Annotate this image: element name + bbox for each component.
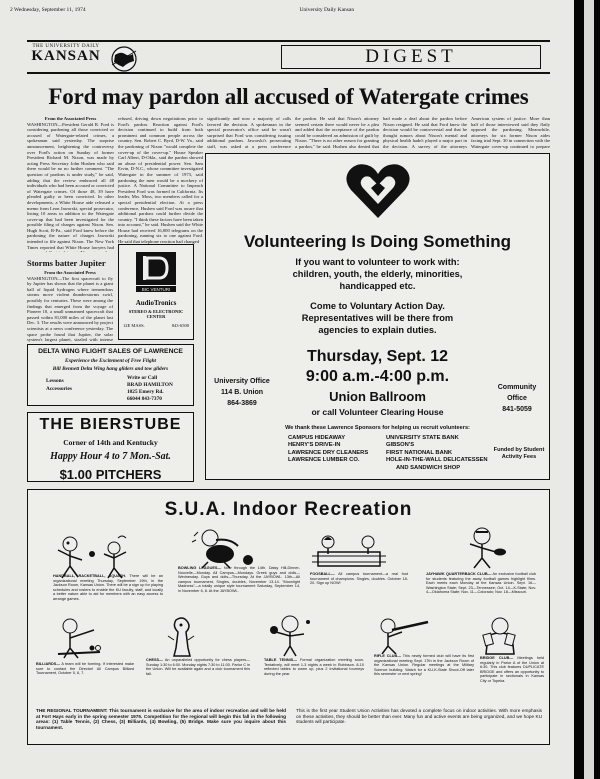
sua-intro-note: This is the first year Student Union Activities has devoted a complete focus on indoor activities. With more emphasis on these activities, they should be better than ever. Many fun and active events are being organized, and we hope KU students will participate.	[296, 708, 542, 725]
article-column-5	[383, 116, 467, 150]
volunteer-body-1: If you want to volunteer to work with:	[295, 257, 460, 267]
activity-text: This newly formed club will have its first organizational meeting Sept. 17th in the Jackson Room of the Kansas Union. Regular meetings at the Military Science building. Watch for a KU-K-State Shoot-Off later this semester or next spring!	[374, 654, 474, 677]
funded-by	[493, 447, 545, 461]
activity-text: Meetings held regularly in Parlor A of the Union at 6:30. This club features DUPLICATE BRIDGE and offers an opportunity to participate in sectionals in Kansas City or Topeka.	[480, 656, 544, 683]
activity-name: BRIDGE CLUB—	[480, 656, 514, 660]
funded-line-1: Funded by Student	[493, 447, 545, 453]
bierstube-price: $1.00 PITCHERS	[59, 467, 162, 482]
activity-bowling	[178, 566, 300, 612]
audiotronics-phone: 843-6500	[171, 323, 189, 328]
article-text-4: the pardon. He said that Nixon's attorney seemed certain there would never be a plea and added that the acceptance of the pardon could be considered an admission of guilt by Nixon. "There is no other reason for granting a pardon," he said. Hushen also denied that	[295, 116, 379, 149]
section-title: DIGEST	[281, 45, 541, 69]
sponsor-item: HOLE-IN-THE-WALL DELICATESSEN	[386, 457, 488, 464]
sponsor-item: CAMPUS HIDEAWAY	[288, 435, 346, 441]
community-office	[487, 382, 547, 415]
audiotronics-address: 12E MASS.	[123, 323, 145, 328]
activity-name: TABLE TENNIS—	[264, 658, 298, 662]
article-column-4	[295, 116, 379, 150]
audiotronics-subtitle	[119, 309, 193, 319]
volunteer-body-6: agencies to explain duties.	[318, 325, 437, 335]
storm-text: WASHINGTON—The first spacecraft to fly by Jupiter has shown that the planet is a giant ball of liquid hydrogen where tremendous storms move violent thunderstorms swirl, possibly for centuries. These were among the findings that emerged from the voyage of Pioneer 10, a small unmanned spacecraft that passed within 81,000 miles of the planet last Dec. 3. The results were announced by project scientists at a news conference yesterday. The space probe found that Jupiter, the solar system's largest planet, sizzled with intense	[27, 275, 113, 342]
sponsor-item: AND SANDWICH SHOP	[396, 464, 461, 471]
volunteer-place: Union Ballroom	[329, 389, 426, 404]
activity-text: Formal organization meeting soon. Tentatively, will meet 1-3 nights a week in Robinson. 8-10 reflected tables to warm up, plus 2 invitational tourneys during the year.	[264, 658, 364, 676]
activity-name: JAYHAWK QUARTERBACK CLUB—	[426, 572, 492, 576]
globe-icon	[109, 45, 139, 73]
handball-cartoon-icon	[48, 530, 133, 580]
audiotronics-sub1: STEREO & ELECTRONIC	[128, 309, 184, 314]
audiotronics-sub2: CENTER	[146, 314, 166, 319]
bierstube-ad	[27, 412, 194, 482]
sponsor-item: GIBSON'S	[386, 442, 415, 449]
activity-quarterback-club	[426, 572, 536, 614]
university-office-phone: 864-3869	[227, 400, 257, 407]
article-column-1	[27, 116, 114, 252]
sua-indoor-recreation-ad	[27, 489, 550, 745]
article-byline: From the Associated Press	[44, 116, 97, 121]
sponsor-item: UNIVERSITY STATE BANK	[386, 435, 459, 441]
article-column-2	[118, 116, 203, 252]
kansan-logo	[31, 44, 101, 72]
activity-name: RIFLE CLUB—	[374, 654, 402, 658]
article-text-2: refused, driving down negotiations prior to Ford's pardon. Reaction against Ford's decision continued to build from both prominent and common people across the country. Sen. Robert C. Byrd, D-W. Va., said the pardoning of Nixon "would complete the cover-up of the cover-up." House Speaker Carl Albert, D-Okla., said the pardon showed an abuse of presidential power. Sen. Sam Ervin, D-N.C., whose committee investigated Watergate in the summer of 1973, said pardoning the men would be a mockery of justice. A National Committee to Impeach President Ford was formed in California. Its leader, Mrs. Moss, two members called for a special presidential election. At a press conference, Hushen said Ford was aware that additional pardons could further divide the country. "I think these factors have been taken into account," he said. Hushen said the White House had received 16,000 telegrams on the pardoning, running six to one against Ford. He said that telephone reaction had changed	[118, 116, 203, 245]
bierstube-location: Corner of 14th and Kentucky	[63, 438, 158, 447]
volunteer-or-call: or call Volunteer Clearing House	[311, 407, 444, 417]
activity-name: CHESS—	[146, 658, 163, 662]
activity-billiards	[36, 662, 134, 684]
volunteer-time: 9:00 a.m.-4:00 p.m.	[305, 368, 450, 385]
heart-logo-icon	[343, 160, 413, 222]
sponsors-left	[288, 435, 368, 465]
article-text-3: significantly and now a majority of calls favored the decision. A spokesman in the special prosecutor's office said he wasn't surprised that Ford was considering issuing additional pardons. Jaworski's prosecuting staff, was asked at a press conference	[207, 116, 291, 149]
activity-table-tennis	[264, 658, 364, 690]
football-cartoon-icon	[458, 526, 508, 570]
chess-cartoon-icon	[160, 612, 204, 660]
next-page-edge	[584, 0, 594, 779]
volunteer-ad	[205, 153, 550, 480]
delta-lessons: Lessons	[46, 378, 64, 384]
delta-wing-ad	[27, 344, 194, 406]
article-column-6	[471, 116, 550, 150]
university-office-room: 114 B. Union	[220, 389, 263, 396]
activity-name: FOOSBALL—	[310, 572, 335, 576]
university-office	[212, 376, 272, 409]
storm-byline: From the Associated Press	[44, 270, 96, 275]
bierstube-title: THE BIERSTUBE	[39, 416, 182, 433]
table-tennis-cartoon-icon	[268, 614, 314, 658]
delta-write: Write or Call	[127, 375, 158, 381]
activity-text: An exclusive football club for students featuring the away football games highlight films. Each meets each Monday at the Kansas Union. Sept. 16—Washington State; Sept. 23—Tennessee; Oct. 14—K-State; Nov. 4—Oklahoma State; Nov. 11—Colorado; Nov. 18—Missouri.	[426, 572, 536, 595]
sponsor-item: LAWRENCE LUMBER CO.	[288, 457, 360, 464]
volunteer-body-3: handicapped etc.	[339, 281, 416, 291]
storm-article	[27, 270, 113, 342]
delta-line-2: Bill Bennett Delta Wing hang gliders and tow gliders	[52, 366, 169, 372]
audiotronics-name: AudioTronics	[135, 299, 177, 307]
masthead	[27, 40, 550, 74]
sponsor-item: HENRY'S DRIVE-IN	[288, 442, 341, 449]
bierstube-happy-hour: Happy Hour 4 to 7 Mon.-Sat.	[50, 451, 171, 462]
volunteer-date: Thursday, Sept. 12	[306, 348, 449, 365]
activity-name: BILLIARDS—	[36, 662, 61, 666]
volunteer-body-2: children, youth, the elderly, minorities,	[292, 269, 463, 279]
storm-headline: Storms batter Jupiter	[27, 258, 106, 268]
article-text-1: WASHINGTON—President Gerald R. Ford is considering pardoning all those convicted or accused of Watergate-related crimes, a spokesman said yesterday. The surprise announcement, heightening the controversy over Ford's action on Sunday of former President Richard M. Nixon, was made by acting Press Secretary John Hushen who said there would be no no further comment. "The question of pardons is under study," he said, adding that the review embraced all 48 individuals who had been accused or convicted of Watergate crimes. Of those 48, 39 have pleaded guilty or been convicted. In other developments, a White House aide released a memo from Leon Jaworski, special prosecutor, listing 10 areas in addition to the Watergate cover-up that had been investigated for the possible filing of charges against Nixon. Sen. Hugh Scott, R-Pa., said Ford knew before the pardoning the nature of charges Jaworski intended to file against Nixon. The New York Times reported that White House lawyers had	[27, 121, 114, 250]
activity-text: A team will be forming. If interested make sure to contact the Director! All Campus Billiard Tournament, October 5, 6, 7.	[36, 662, 134, 676]
activity-foosball	[310, 572, 408, 594]
billiards-cartoon-icon	[54, 616, 102, 660]
sponsors-right	[386, 435, 488, 472]
running-head-date: 2 Wednesday, September 11, 1974	[10, 7, 86, 13]
foosball-cartoon-icon	[310, 530, 388, 572]
university-office-label: University Office	[214, 378, 270, 385]
main-headline: Ford may pardon all accused of Watergate crimes	[48, 84, 529, 109]
volunteer-body-5: Representatives will be there from	[301, 313, 454, 323]
masthead-small: THE UNIVERSITY DAILY	[32, 44, 100, 49]
audiotronics-ad	[118, 244, 194, 340]
community-office-label: Community Office	[497, 384, 537, 402]
activity-text: An unparalleled opportunity for chess players—Sunday 1:30 to 6:00. Monday nights 7:30 to 11:00. Parlor C in the Union. Will be available again and a club tournament this fall.	[146, 658, 250, 676]
volunteer-thanks: We thank these Lawrence Sponsors for helping us recruit volunteers:	[285, 425, 470, 431]
article-text-6: American system of justice. More than half of those interviewed said they flatly opposed the pardoning. Meanwhile, attorneys for six former Nixon aides facing trial Sept. 30 in connection with the Watergate cover-up continued to prepare	[471, 116, 550, 149]
delta-phone: 66044 843-7370	[127, 396, 162, 402]
activity-text: Now through the 14th. Daisy Hill-Dinner-Nouvelle—Monday. All Campus—Mondays. Greek guys and dolls—Wednesday. Guys and dolls—Thursday. At the JAYBOWL. 13th—All campus tournament, Singles, doubles, November 13-14. "Moonlight Madness"—a totally unique style tournament Saturday, September 14, in November 6, 8. At the JAYBOWL.	[178, 566, 300, 593]
delta-accessories: Accessories	[46, 386, 72, 392]
sponsor-item: FIRST NATIONAL BANK	[386, 449, 453, 456]
running-head	[10, 7, 568, 17]
rifle-cartoon-icon	[374, 612, 430, 654]
community-office-phone: 841-5059	[502, 406, 532, 413]
activity-name: BOWLING LEAGUES—	[178, 566, 222, 570]
activity-text: There will be an organizational meeting Thursday, September 19th, in the Jackson Room, Kansas Union. There will be a sign up for playing schedules and rosters to enable the KU faculty, staff, and locally a better nature able to aid for members with an easy access to arrange games.	[53, 574, 163, 601]
activity-name: HANDBALL, RACKETBALL, SQUASH.	[53, 574, 127, 578]
article-column-3	[207, 116, 291, 150]
volunteer-title: Volunteering Is Doing Something	[244, 232, 511, 251]
activity-handball	[53, 574, 163, 610]
activity-text: All campus tournament—a real foot tournament of champions. Singles, doubles. October 18-20. Sign up NOW!	[310, 572, 408, 586]
bic-venturi-logo	[135, 251, 177, 293]
svg-text:BIC VENTURI: BIC VENTURI	[141, 287, 171, 292]
volunteer-body-4: Come to Voluntary Action Day.	[310, 301, 445, 311]
article-text-5: had made a deal about the pardon before Nixon resigned. He said that Ford knew the decision would be controversial and that he thought rumors about Nixon's mental and physical health hadn't played a major part in the decision. A survey of the attorneys	[383, 116, 467, 149]
activity-bridge-club	[480, 656, 544, 694]
delta-title: DELTA WING FLIGHT SALES OF LAWRENCE	[38, 348, 183, 355]
activity-rifle-club	[374, 654, 474, 692]
bowling-cartoon-icon	[190, 528, 260, 568]
funded-line-2: Activity Fees	[501, 453, 537, 460]
delta-line-1: Experience the Excitement of Free Flight	[64, 358, 157, 364]
delta-address: 1025 Emery Rd.	[127, 389, 164, 395]
sua-title: S.U.A. Indoor Recreation	[164, 499, 413, 520]
sponsor-item: LAWRENCE DRY CLEANERS	[288, 449, 369, 456]
regional-tournament-note: THE REGIONAL TOURNAMENT: This tournament is exclusive for the area of indoor recreation and will be held at Fort Hays early in the spring semester 1975. Competition for the regional will begin this fall in the following areas: (1) Table Tennis, (2) Chess, (3) Billiards, (4) Bowling, (5) Bridge. Make sure you inquire about this tournament.	[36, 708, 286, 730]
bridge-cartoon-icon	[476, 614, 524, 656]
delta-contact-name: BRAD HAMILTON	[127, 382, 173, 388]
activity-chess	[146, 658, 250, 690]
running-head-paper: University Daily Kansan	[299, 7, 355, 13]
masthead-name: KANSAN	[31, 48, 101, 64]
